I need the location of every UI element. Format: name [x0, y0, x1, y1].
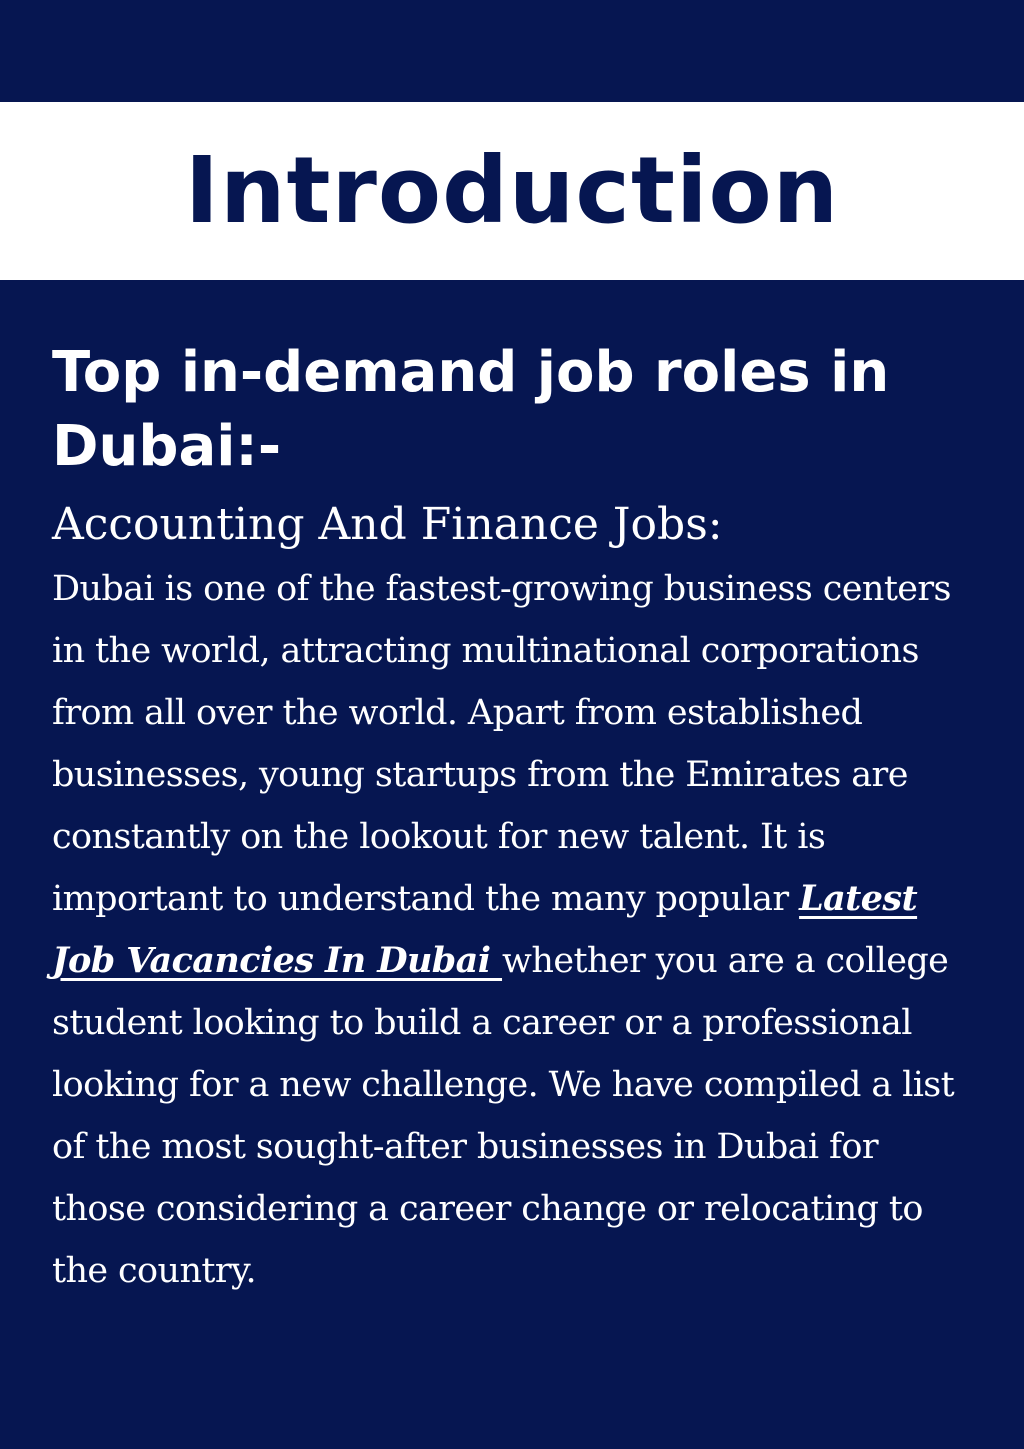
- page-title: Introduction: [184, 137, 840, 244]
- paragraph-text-after-link: whether you are a college student looking to build a career or a professional looking for a new challenge. We have compiled a list of the most sought-after businesses in Dubai for those considering a career change or relocating to the country.: [52, 941, 955, 1291]
- body-paragraph: [52, 558, 972, 1302]
- job-vacancies-link[interactable]: Latest Job Vacancies In Dubai: [52, 878, 918, 981]
- title-band: [0, 102, 1024, 280]
- section-heading: Top in-demand job roles in Dubai:-: [52, 340, 890, 479]
- sub-heading: Accounting And Finance Jobs:: [52, 499, 723, 550]
- content-section: [52, 336, 972, 1302]
- paragraph-text-before-link: Dubai is one of the fastest-growing business centers in the world, attracting multinational corporations from all over the world. Apart from established businesses, young startups from the Emirates are constantly on the lookout for new talent. It is important to understand the many popular: [52, 569, 951, 919]
